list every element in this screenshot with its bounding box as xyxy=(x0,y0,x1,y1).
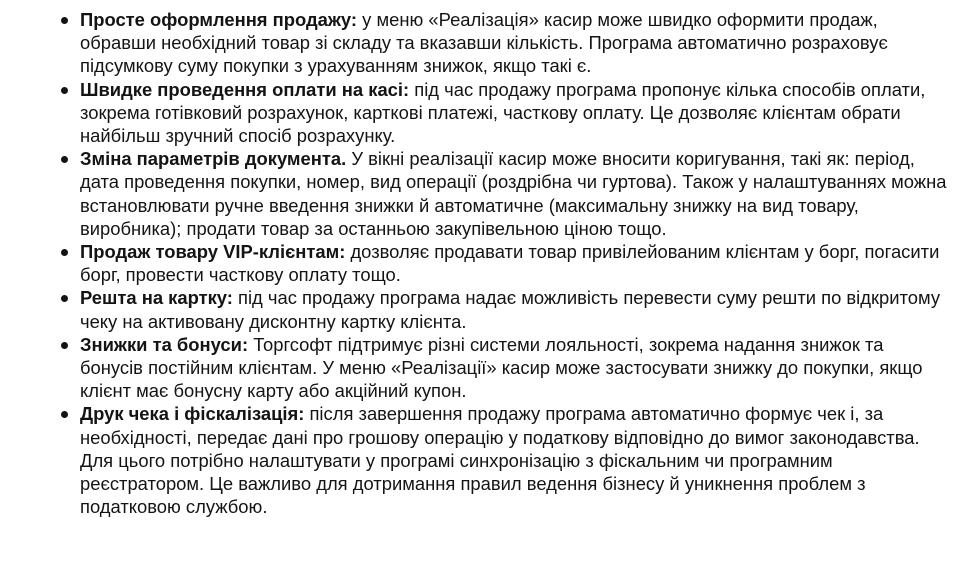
feature-title: Продаж товару VIP-клієнтам: xyxy=(80,241,351,263)
list-item xyxy=(58,240,948,286)
feature-text: після завершення продажу програма автоматично формує чек і, за необхідності, передає дані про грошову операцію у податкову відповідно до вимог законодавства. Для цього потрібно налаштувати у програмі синхронізацію з фіскальним чи програмним реєстратором. Це важливо для дотримання правил ведення бізнесу й уникнення проблем з податковою службою. xyxy=(80,403,920,518)
list-item xyxy=(58,8,948,78)
feature-text: Торгсофт підтримує різні системи лояльності, зокрема надання знижок та бонусів постійним клієнтам. У меню «Реалізації» касир може застосувати знижку до покупки, якщо клієнт має бонусну карту або акційний купон. xyxy=(80,333,923,402)
feature-title: Просте оформлення продажу: xyxy=(80,9,363,30)
bullet-icon xyxy=(61,249,68,256)
feature-title: Зміна параметрів документа. xyxy=(80,148,352,170)
feature-text: У вікні реалізації касир може вносити коригування, такі як: період, дата проведення покупки, номер, вид операції (роздрібна чи гуртова). Також у налаштуваннях можна встановлювати ручне введення знижки й автоматичне (максимальну знижку на вид товару, виробника); продати товар за останньою закупівельною ціною тощо. xyxy=(80,148,947,239)
bullet-icon xyxy=(61,87,68,94)
feature-title: Друк чека і фіскалізація: xyxy=(80,403,310,425)
bullet-icon xyxy=(61,17,68,24)
feature-text: під час продажу програма пропонує кілька способів оплати, зокрема готівковий розрахунок, карткові платежі, часткову оплату. Це дозволяє клієнтам обрати найбільш зручний спосіб розрахунку. xyxy=(80,78,926,147)
list-item xyxy=(58,286,948,332)
bullet-icon xyxy=(61,156,68,163)
feature-text: у меню «Реалізація» касир може швидко оформити продаж, обравши необхідний товар зі складу та вказавши кількість. Програма автоматично розраховує підсумкову суму покупки з урахуванням знижок, якщо такі є. xyxy=(80,9,888,77)
feature-title: Швидке проведення оплати на касі: xyxy=(80,78,415,100)
list-item xyxy=(58,147,948,240)
feature-text: дозволяє продавати товар привілейованим клієнтам у борг, погасити борг, провести часткову оплату тощо. xyxy=(80,241,940,286)
bullet-icon xyxy=(61,342,68,349)
bullet-icon xyxy=(61,411,68,418)
feature-title: Знижки та бонуси: xyxy=(80,333,254,355)
list-item xyxy=(58,78,948,148)
feature-text: під час продажу програма надає можливість перевести суму решти по відкритому чеку на активовану дисконтну картку клієнта. xyxy=(80,287,941,332)
feature-title: Решта на картку: xyxy=(80,287,239,309)
list-item xyxy=(58,402,948,518)
list-item xyxy=(58,333,948,403)
feature-list xyxy=(58,8,948,518)
bullet-icon xyxy=(61,295,68,302)
